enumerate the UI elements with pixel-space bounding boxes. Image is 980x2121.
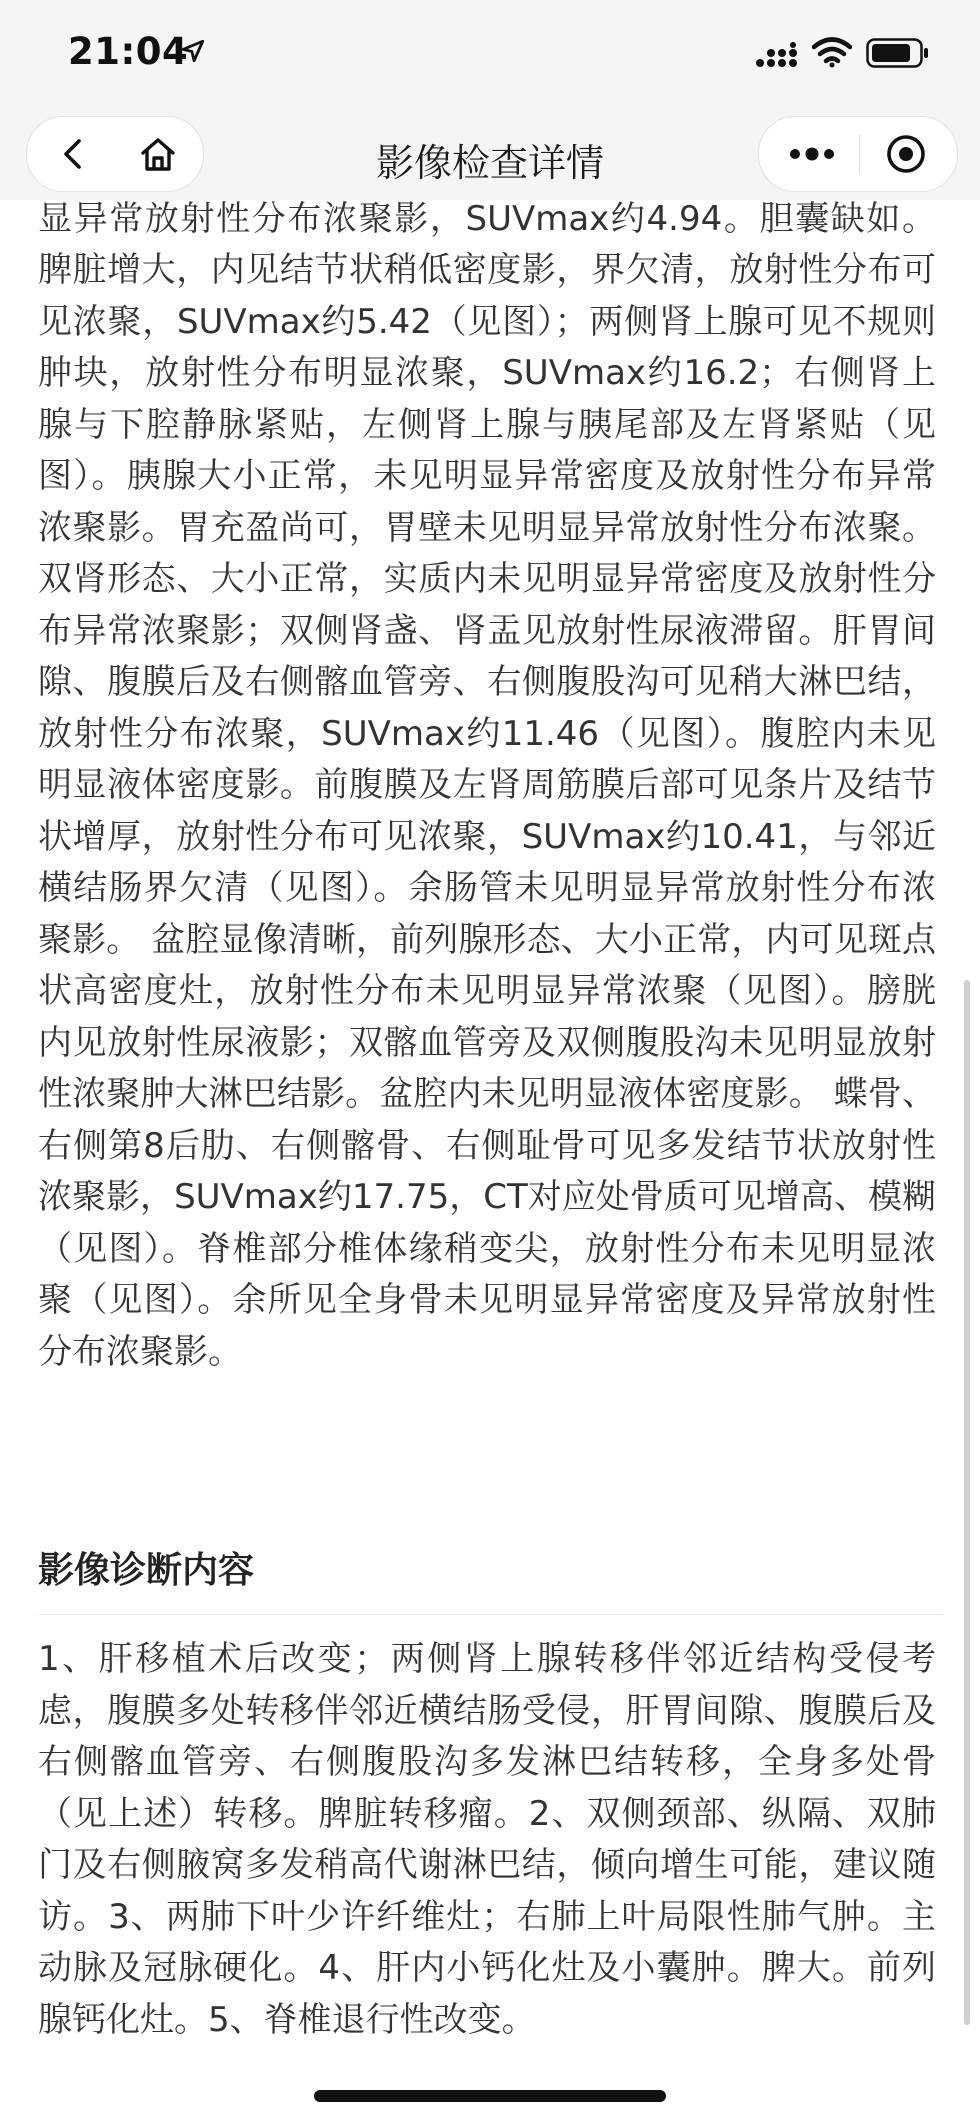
status-time: 21:04 <box>68 30 189 73</box>
wifi-icon <box>812 36 852 68</box>
more-dots-icon[interactable] <box>787 137 837 171</box>
section-divider <box>38 1614 943 1615</box>
page-title: 影像检查详情 <box>375 141 604 185</box>
nav-bar <box>0 110 980 200</box>
capsule-divider <box>859 135 860 173</box>
diagnosis-section-title: 影像诊断内容 <box>38 1550 255 1591</box>
diagnosis-text: 1、肝移植术后改变；两侧肾上腺转移伴邻近结构受侵考虑，腹膜多处转移伴邻近横结肠受侵，肝胃间隙、腹膜后及右侧髂血管旁、右侧腹股沟多发淋巴结转移，全身多处骨（见上述）转移。脾脏转移瘤。2、双侧颈部、纵隔、双肺门及右侧腋窝多发稍高代谢淋巴结，倾向增生可能，建议随访。3、两肺下叶少许纤维灶；右肺上叶局限性肺气肿。主动脉及冠脉硬化。4、肝内小钙化灶及小囊肿。脾大。前列腺钙化灶。5、脊椎退行性改变。 <box>38 1639 936 2040</box>
scrollbar[interactable] <box>964 980 970 2025</box>
target-close-icon[interactable] <box>885 133 927 175</box>
location-arrow-icon <box>180 38 206 64</box>
status-bar <box>0 0 980 110</box>
cellular-signal-icon <box>755 42 797 68</box>
imaging-findings-text: 显异常放射性分布浓聚影，SUVmax约4.94。胆囊缺如。脾脏增大，内见结节状稍低密度影，界欠清，放射性分布可见浓聚，SUVmax约5.42（见图）；两侧肾上腺可见不规则肿块，放射性分布明显浓聚，SUVmax约16.2；右侧肾上腺与下腔静脉紧贴，左侧肾上腺与胰尾部及左肾紧贴（见图）。胰腺大小正常，未见明显异常密度及放射性分布异常浓聚影。胃充盈尚可，胃壁未见明显异常放射性分布浓聚。双肾形态、大小正常，实质内未见明显异常密度及放射性分布异常浓聚影；双侧肾盏、肾盂见放射性尿液滞留。肝胃间隙、腹膜后及右侧髂血管旁、右侧腹股沟可见稍大淋巴结，放射性分布浓聚，SUVmax约11.46（见图）。腹腔内未见明显液体密度影。前腹膜及左肾周筋膜后部可见条片及结节状增厚，放射性分布可见浓聚，SUVmax约10.41，与邻近横结肠界欠清（见图）。余肠管未见明显异常放射性分布浓聚影。 盆腔显像清晰，前列腺形态、大小正常，内可见斑点状高密度灶，放射性分布未见明显异常浓聚（见图）。膀胱内见放射性尿液影；双髂血管旁及双侧腹股沟未见明显放射性浓聚肿大淋巴结影。盆腔内未见明显液体密度影。 蝶骨、右侧第8后肋、右侧髂骨、右侧耻骨可见多发结节状放射性浓聚影，SUVmax约17.75，CT对应处骨质可见增高、模糊（见图）。脊椎部分椎体缘稍变尖，放射性分布未见明显浓聚（见图）。余所见全身骨未见明显异常密度及异常放射性分布浓聚影。 <box>38 200 936 1372</box>
report-content[interactable] <box>0 200 980 2121</box>
home-indicator[interactable] <box>314 2090 666 2102</box>
battery-icon <box>866 38 930 68</box>
nav-right-capsule <box>758 116 958 192</box>
